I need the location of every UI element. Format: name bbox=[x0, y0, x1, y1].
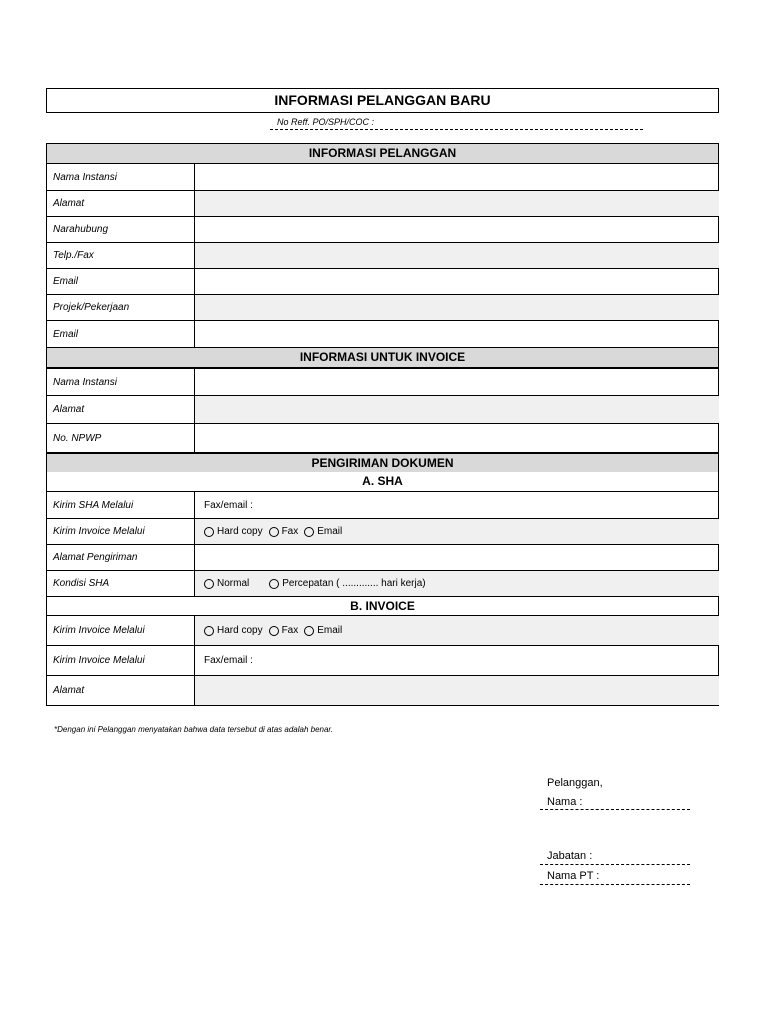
reference-number-label: No Reff. PO/SPH/COC : bbox=[277, 117, 375, 127]
invoice-row-fax-email bbox=[46, 645, 719, 675]
customer-contact-field[interactable] bbox=[195, 217, 719, 242]
field-label: Nama Instansi bbox=[46, 164, 195, 190]
radio-circle-icon[interactable] bbox=[304, 626, 314, 636]
declaration-note: *Dengan ini Pelanggan menyatakan bahwa data tersebut di atas adalah benar. bbox=[54, 725, 334, 734]
option-label: Hard copy bbox=[217, 526, 263, 537]
customer-phone-field[interactable] bbox=[195, 243, 719, 268]
option-label: Percepatan ( ............. hari kerja) bbox=[282, 578, 426, 589]
option-normal[interactable] bbox=[204, 578, 249, 589]
field-label: Nama Instansi bbox=[46, 369, 195, 395]
signature-company-line[interactable] bbox=[540, 884, 690, 885]
customer-row-email-2 bbox=[46, 320, 719, 347]
radio-circle-icon[interactable] bbox=[269, 527, 279, 537]
signature-position-label: Jabatan : bbox=[547, 850, 593, 862]
radio-circle-icon[interactable] bbox=[204, 527, 214, 537]
reference-number-field[interactable] bbox=[270, 129, 643, 130]
invoice-row-npwp bbox=[46, 423, 719, 452]
option-hard-copy[interactable] bbox=[204, 625, 263, 636]
signature-name-label: Nama : bbox=[547, 796, 583, 808]
option-fax[interactable] bbox=[269, 625, 299, 636]
field-label: Alamat bbox=[46, 676, 195, 705]
customer-row-address bbox=[46, 190, 719, 216]
delivery-section-heading: PENGIRIMAN DOKUMEN bbox=[47, 454, 718, 472]
option-hard-copy[interactable] bbox=[204, 526, 263, 537]
invoice-npwp-field[interactable] bbox=[195, 424, 719, 452]
field-label: Kirim Invoice Melalui bbox=[46, 646, 195, 675]
radio-circle-icon[interactable] bbox=[269, 626, 279, 636]
invoice-subheading: B. INVOICE bbox=[47, 597, 718, 615]
customer-project-field[interactable] bbox=[195, 295, 719, 320]
customer-section-heading: INFORMASI PELANGGAN bbox=[47, 144, 718, 163]
signature-name-line[interactable] bbox=[540, 809, 690, 810]
invoice-row-send-via bbox=[46, 615, 719, 645]
invoice-delivery-address-field[interactable] bbox=[195, 676, 719, 705]
form-title: INFORMASI PELANGGAN BARU bbox=[46, 88, 719, 113]
radio-circle-icon[interactable] bbox=[304, 527, 314, 537]
field-label: Kirim Invoice Melalui bbox=[46, 616, 195, 645]
field-label: Projek/Pekerjaan bbox=[46, 295, 195, 320]
option-express[interactable] bbox=[269, 578, 425, 589]
sha-row-shipping-address bbox=[46, 544, 719, 570]
invoice-row-institution bbox=[46, 367, 719, 395]
customer-row-institution bbox=[46, 163, 719, 190]
option-label: Hard copy bbox=[217, 625, 263, 636]
field-label: Alamat bbox=[46, 191, 195, 216]
option-label: Fax bbox=[281, 625, 299, 636]
invoice-delivery-options bbox=[195, 616, 719, 645]
sha-row-send-via bbox=[46, 491, 719, 518]
fax-email-label: Fax/email : bbox=[204, 499, 253, 511]
radio-circle-icon[interactable] bbox=[204, 626, 214, 636]
option-label: Email bbox=[317, 526, 343, 537]
field-label: Alamat Pengiriman bbox=[46, 545, 195, 570]
option-label: Fax bbox=[281, 526, 299, 537]
signature-company-label: Nama PT : bbox=[547, 870, 600, 882]
field-label: Kirim SHA Melalui bbox=[46, 492, 195, 518]
customer-row-phone bbox=[46, 242, 719, 268]
sha-subheading: A. SHA bbox=[47, 472, 718, 491]
option-email[interactable] bbox=[304, 625, 342, 636]
field-label: Kirim Invoice Melalui bbox=[46, 519, 195, 544]
field-label: Kondisi SHA bbox=[46, 571, 195, 596]
field-label: Telp./Fax bbox=[46, 243, 195, 268]
invoice-institution-field[interactable] bbox=[195, 369, 719, 395]
sha-row-condition bbox=[46, 570, 719, 596]
sha-row-invoice-via bbox=[46, 518, 719, 544]
customer-row-email bbox=[46, 268, 719, 294]
sha-condition-options bbox=[195, 571, 719, 596]
customer-address-field[interactable] bbox=[195, 191, 719, 216]
field-label: Email bbox=[46, 321, 195, 347]
invoice-address-field[interactable] bbox=[195, 396, 719, 423]
invoice-section-heading: INFORMASI UNTUK INVOICE bbox=[47, 348, 718, 367]
invoice-row-address bbox=[46, 675, 719, 705]
invoice-row-address bbox=[46, 395, 719, 423]
customer-email-2-field[interactable] bbox=[195, 321, 719, 347]
shipping-address-field[interactable] bbox=[195, 545, 719, 570]
customer-email-field[interactable] bbox=[195, 269, 719, 294]
customer-institution-field[interactable] bbox=[195, 164, 719, 190]
signature-position-line[interactable] bbox=[540, 864, 690, 865]
sha-invoice-options bbox=[195, 519, 719, 544]
option-email[interactable] bbox=[304, 526, 342, 537]
field-label: Email bbox=[46, 269, 195, 294]
option-label: Email bbox=[317, 625, 343, 636]
customer-row-project bbox=[46, 294, 719, 320]
radio-circle-icon[interactable] bbox=[204, 579, 214, 589]
option-label: Normal bbox=[217, 578, 250, 589]
field-label: Narahubung bbox=[46, 217, 195, 242]
customer-row-contact bbox=[46, 216, 719, 242]
sha-fax-email-field[interactable] bbox=[195, 492, 719, 518]
option-fax[interactable] bbox=[269, 526, 299, 537]
invoice-fax-email-field[interactable] bbox=[195, 646, 719, 675]
signature-title: Pelanggan, bbox=[547, 777, 603, 789]
field-label: Alamat bbox=[46, 396, 195, 423]
fax-email-label: Fax/email : bbox=[204, 655, 253, 666]
field-label: No. NPWP bbox=[46, 424, 195, 452]
radio-circle-icon[interactable] bbox=[269, 579, 279, 589]
